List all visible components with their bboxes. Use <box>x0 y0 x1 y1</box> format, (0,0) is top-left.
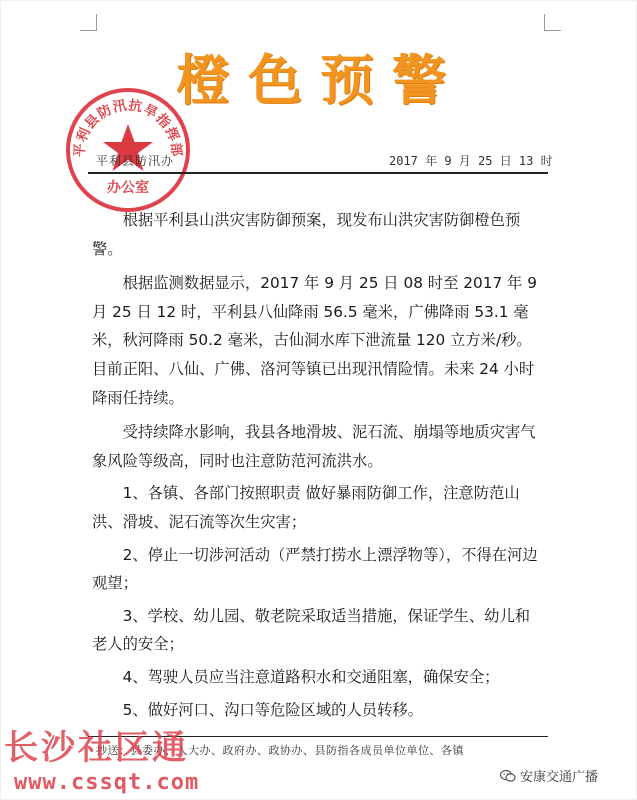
list-item: 5、做好河口、沟口等危险区域的人员转移。 <box>122 700 423 719</box>
document-title: 橙色预警 <box>176 49 464 112</box>
cc-line: 抄送：县委办、人大办、政府办、政协办、县防指各成员单位单位、各镇 <box>96 744 464 757</box>
list-item: 4、驾驶人员应当注意道路积水和交通阻塞，确保安全； <box>122 667 500 686</box>
list-item: 3、学校、幼儿园、敬老院采取适当措施，保证学生、幼儿和老人的安全； <box>92 606 531 654</box>
crop-mark-top-right <box>544 14 561 31</box>
wechat-account-name: 安康交通广播 <box>520 770 599 785</box>
official-seal-stamp <box>62 84 194 216</box>
watermark-site-name: 长沙社区通 <box>4 728 189 768</box>
svg-text:平利县防汛抗旱指挥部: 平利县防汛抗旱指挥部 <box>71 97 185 158</box>
paragraph: 根据监测数据显示，2017 年 9 月 25 日 08 时至 2017 年 9 月 25 日 12 时，平利县八仙降雨 56.5 毫米，广佛降雨 53.1 毫米，秋河降雨 50.2 毫米，古仙洞水库下泄流量 120 立方米/秒。目前正阳、八仙、广佛、洛河等镇已出现汛情险情。未来 24 小时降雨任持续。 <box>92 274 537 407</box>
svg-text:办公室: 办公室 <box>107 180 149 196</box>
list-item: 1、各镇、各部门按照职责 做好暴雨防御工作，注意防范山洪、滑坡、泥石流等次生灾害； <box>92 484 520 531</box>
paragraph: 根据平利县山洪灾害防御预案，现发布山洪灾害防御橙色预警。 <box>92 211 521 258</box>
wechat-icon <box>500 769 516 783</box>
wechat-account-tag <box>500 766 598 785</box>
watermark-site-url: www.cssqt.com <box>14 770 200 795</box>
crop-mark-top-left <box>80 14 97 31</box>
issue-date: 2017 年 9 月 25 日 13 时 <box>389 154 553 168</box>
list-item: 2、停止一切涉河活动（严禁打捞水上漂浮物等），不得在河边观望； <box>92 545 538 593</box>
header-divider <box>88 172 548 174</box>
document-body <box>92 206 544 724</box>
issuer-name: 平利县防汛办 <box>96 154 175 168</box>
paragraph: 受持续降水影响，我县各地滑坡、泥石流、崩塌等地质灾害气象风险等级高，同时也注意防范河流洪水。 <box>92 423 536 470</box>
